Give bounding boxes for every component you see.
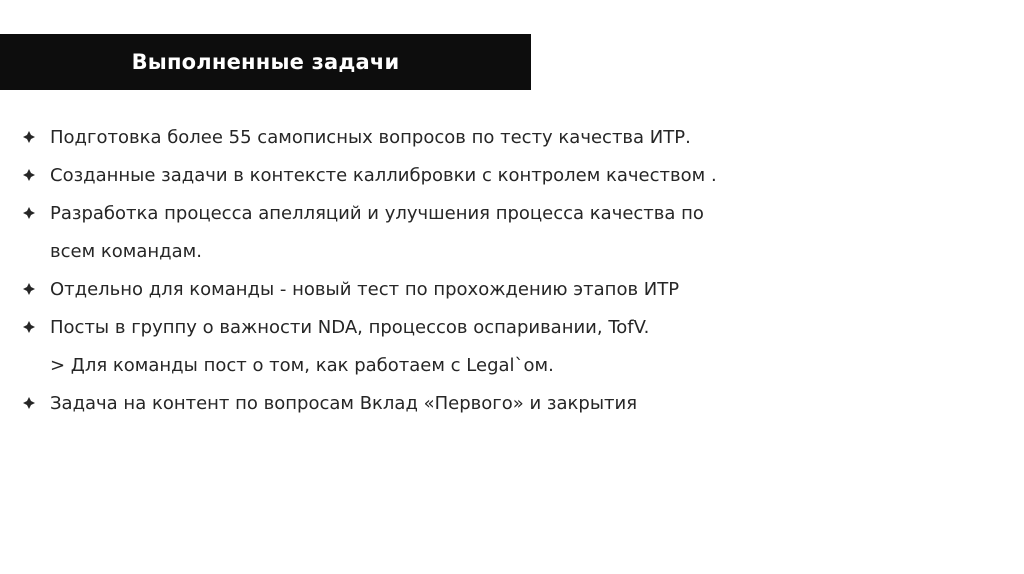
list-item	[22, 156, 1002, 194]
list-item-continuation	[22, 232, 1002, 270]
bullet-text: всем командам.	[50, 240, 202, 262]
list-item-continuation	[22, 346, 1002, 384]
bullet-text: Задача на контент по вопросам Вклад «Первого» и закрытия	[50, 392, 638, 414]
bullet-text: Созданные задачи в контексте каллибровки с контролем качеством .	[50, 164, 717, 186]
list-item	[22, 308, 1002, 346]
list-item	[22, 118, 1002, 156]
diamond-bullet-icon	[22, 282, 50, 296]
list-item	[22, 384, 1002, 422]
bullet-text: > Для команды пост о том, как работаем с Legal`ом.	[50, 354, 554, 376]
slide-title: Выполненные задачи	[131, 50, 400, 74]
diamond-bullet-icon	[22, 130, 50, 144]
diamond-bullet-icon	[22, 168, 50, 182]
bullet-text: Разработка процесса апелляций и улучшения процесса качества по	[50, 202, 704, 224]
list-item	[22, 194, 1002, 232]
title-bar	[0, 34, 531, 90]
bullet-list	[22, 118, 1002, 422]
diamond-bullet-icon	[22, 396, 50, 410]
bullet-text: Отдельно для команды - новый тест по прохождению этапов ИТР	[50, 278, 680, 300]
bullet-text: Подготовка более 55 самописных вопросов по тесту качества ИТР.	[50, 126, 691, 148]
diamond-bullet-icon	[22, 320, 50, 334]
list-item	[22, 270, 1002, 308]
diamond-bullet-icon	[22, 206, 50, 220]
bullet-text: Посты в группу о важности NDA, процессов оспаривании, TofV.	[50, 316, 650, 338]
